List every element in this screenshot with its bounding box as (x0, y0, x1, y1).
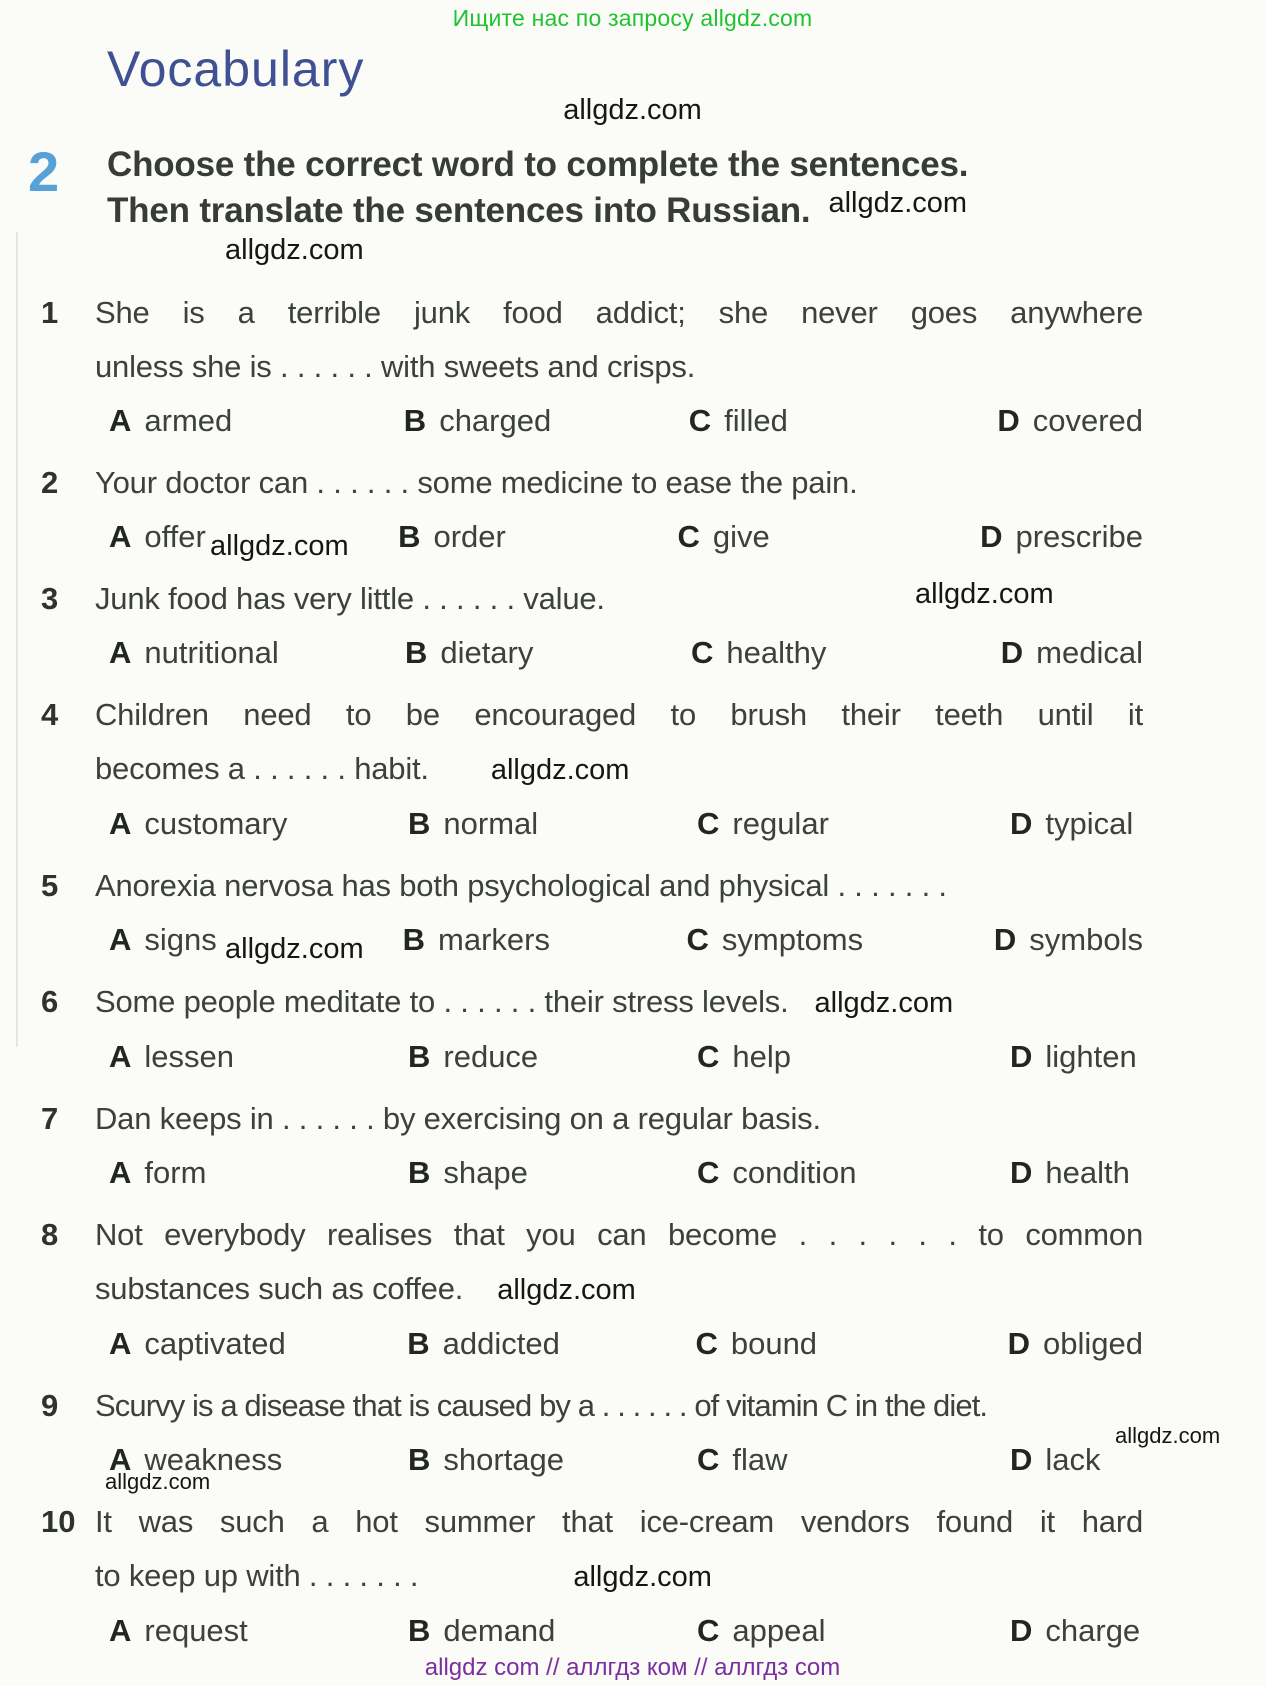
question-text: Junk food has very little . . . . . . value. (95, 581, 605, 616)
answer-options (95, 1146, 1143, 1200)
watermark: allgdz.com (105, 1469, 211, 1494)
watermark: allgdz.com (563, 94, 702, 126)
option-d: D medical (1000, 635, 1143, 670)
question-number: 5 (41, 868, 59, 903)
option-a: A weakness (109, 1442, 283, 1477)
option-d: D prescribe (980, 519, 1143, 554)
option-c: C condition (697, 1155, 857, 1190)
answer-options (95, 797, 1143, 851)
question-number: 9 (41, 1388, 59, 1423)
watermark: allgdz.com (225, 234, 364, 266)
question-text: Dan keeps in . . . . . . by exercising on a regular basis. (95, 1101, 821, 1136)
question-text: She is a terrible junk food addict; she never goes anywhere (95, 295, 1143, 330)
instructions-line-2: Then translate the sentences into Russian. (107, 191, 811, 230)
question-2 (35, 456, 1235, 564)
option-a: A form (109, 1155, 207, 1190)
footer-watermark: allgdz com // аллгдз ком // аллгдз com (424, 1654, 841, 1681)
option-c: C appeal (697, 1613, 826, 1648)
question-7 (35, 1092, 1235, 1200)
option-b: B demand (408, 1613, 556, 1648)
question-number: 1 (41, 295, 59, 330)
watermark: allgdz.com (1115, 1423, 1221, 1448)
option-c: C symptoms (686, 922, 864, 957)
option-a: A nutritional (109, 635, 279, 670)
option-d: D covered (997, 403, 1144, 438)
question-number: 10 (41, 1504, 76, 1539)
question-number: 2 (41, 465, 59, 500)
option-d: D obliged (1007, 1326, 1143, 1361)
option-b: B dietary (404, 635, 534, 670)
question-body (95, 286, 1143, 448)
question-text: It was such a hot summer that ice-cream vendors found it hard (95, 1504, 1143, 1539)
exercise-number: 2 (28, 140, 60, 203)
option-d: D lighten (1010, 1039, 1137, 1074)
question-text: Not everybody realises that you can become . . . . . . to common (95, 1217, 1143, 1252)
question-text: Children need to be encouraged to brush their teeth until it (95, 697, 1143, 732)
question-body (95, 975, 1143, 1084)
option-b: B normal (408, 806, 539, 841)
watermark: allgdz.com (573, 1561, 712, 1593)
question-body (95, 1208, 1143, 1371)
question-text: to keep up with . . . . . . . allgdz.com (95, 1558, 712, 1593)
question-9 (35, 1379, 1235, 1494)
answer-options (95, 1317, 1143, 1371)
watermark: allgdz.com (497, 1274, 636, 1306)
question-6 (35, 975, 1235, 1084)
question-text: unless she is . . . . . . with sweets and crisps. (95, 349, 696, 384)
option-b: B markers (402, 922, 550, 957)
option-c: C healthy (690, 635, 827, 670)
option-b: B order (398, 519, 506, 554)
watermark: allgdz.com (225, 933, 364, 965)
option-c: C give (677, 519, 770, 554)
option-a: A armed (109, 403, 233, 438)
question-5 (35, 859, 1235, 967)
question-body (95, 1495, 1143, 1658)
instructions-line-1: Choose the correct word to complete the sentences. (107, 145, 969, 184)
option-c: C flaw (697, 1442, 788, 1477)
question-10 (35, 1495, 1235, 1658)
question-text: substances such as coffee. allgdz.com (95, 1271, 636, 1306)
option-c: C bound (695, 1326, 818, 1361)
option-b: B addicted (407, 1326, 560, 1361)
question-number: 4 (41, 697, 59, 732)
option-a: A offer (109, 519, 206, 554)
question-number: 8 (41, 1217, 59, 1252)
question-number: 3 (41, 581, 59, 616)
question-text: Anorexia nervosa has both psychological and physical . . . . . . . (95, 868, 947, 903)
watermark: allgdz.com (915, 578, 1054, 610)
option-a: A request (109, 1613, 248, 1648)
option-c: C regular (697, 806, 829, 841)
question-text: becomes a . . . . . . habit. allgdz.com (95, 751, 630, 786)
exercise-header (0, 140, 1265, 266)
question-4 (35, 688, 1235, 851)
watermark: allgdz.com (490, 754, 630, 786)
question-text: Scurvy is a disease that is caused by a . . . . . . of vitamin C in the diet. (95, 1388, 988, 1423)
question-text: Some people meditate to . . . . . . their stress levels. allgdz.com (95, 984, 954, 1019)
question-body (95, 1379, 1143, 1487)
answer-options (95, 1433, 1143, 1487)
question-text: Your doctor can . . . . . . some medicine to ease the pain. (95, 465, 858, 500)
option-a: A signs (109, 922, 217, 957)
option-a: A customary (109, 806, 288, 841)
option-b: B reduce (408, 1039, 539, 1074)
question-body (95, 1092, 1143, 1200)
answer-options (95, 1604, 1143, 1658)
question-number: 6 (41, 984, 59, 1019)
option-a: A lessen (109, 1039, 234, 1074)
promo-banner: Ищите нас по запросу allgdz.com (452, 5, 813, 31)
option-d: D symbols (993, 922, 1143, 957)
question-body (95, 688, 1143, 851)
answer-options (95, 626, 1143, 680)
question-number: 7 (41, 1101, 59, 1136)
watermark: allgdz.com (828, 187, 968, 219)
scan-artifact-line (16, 232, 18, 1047)
option-b: B shape (408, 1155, 528, 1190)
answer-options (95, 394, 1143, 448)
question-3 (35, 572, 1235, 680)
option-a: A captivated (109, 1326, 286, 1361)
watermark: allgdz.com (814, 987, 954, 1019)
answer-options (95, 1030, 1143, 1084)
option-d: D charge (1010, 1613, 1141, 1648)
option-d: D typical (1010, 806, 1134, 841)
option-d: D health (1010, 1155, 1130, 1190)
question-list (0, 286, 1265, 1658)
option-c: C help (697, 1039, 791, 1074)
option-c: C filled (688, 403, 788, 438)
question-1 (35, 286, 1235, 448)
option-b: B charged (403, 403, 552, 438)
watermark: allgdz.com (210, 530, 349, 562)
page-title: Vocabulary (107, 41, 365, 97)
option-d: D lack (1010, 1442, 1101, 1477)
option-b: B shortage (408, 1442, 565, 1477)
question-8 (35, 1208, 1235, 1371)
exercise-instructions (107, 142, 968, 236)
